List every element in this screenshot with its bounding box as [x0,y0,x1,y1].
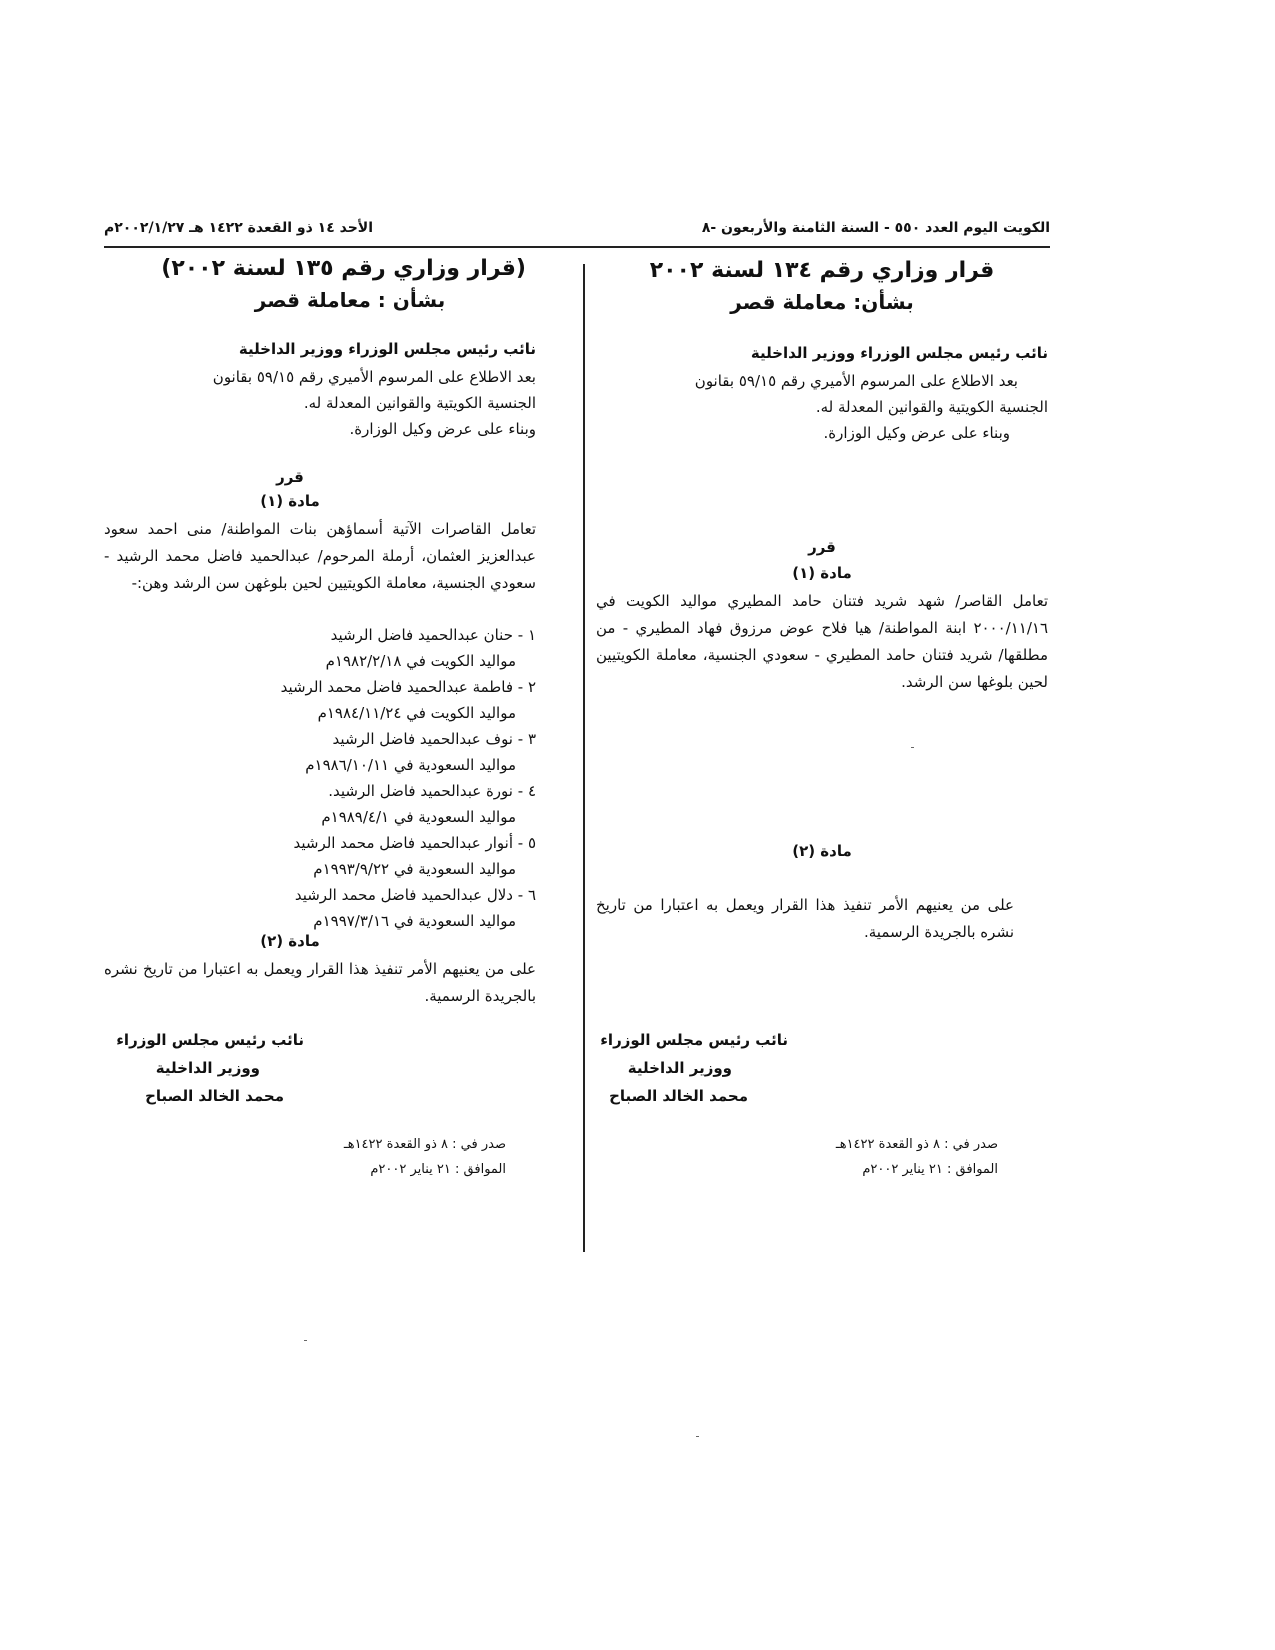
decree-135-item-6-birth: مواليد السعودية في ١٩٩٧/٣/١٦م [313,912,516,930]
decree-135-item-3-name: ٣ - نوف عبدالحميد فاضل الرشيد [332,730,536,748]
decree-135-issued-date: صدر في : ٨ ذو القعدة ١٤٢٢هـ [343,1137,506,1152]
decree-134-column [596,258,1048,1252]
decree-135-article-2-heading: مادة (٢) [260,932,320,950]
decree-134-article-2-text: على من يعنيهم الأمر تنفيذ هذا القرار ويعمل به اعتبارا من تاريخ نشره بالجريدة الرسمية. [596,896,1014,941]
decree-135-article-2-text: على من يعنيهم الأمر تنفيذ هذا القرار ويعمل به اعتبارا من تاريخ نشره بالجريدة الرسمية. [104,960,536,1005]
decree-135-signature-ministry: ووزير الداخلية [155,1059,260,1077]
decree-134-preamble-1: بعد الاطلاع على المرسوم الأميري رقم ٥٩/١٥ بقانون [694,372,1018,390]
column-divider [583,264,585,1252]
decree-134-article-1-heading: مادة (١) [792,564,852,582]
decree-135-signature-title: نائب رئيس مجلس الوزراء [116,1031,304,1049]
decree-135-issuer: نائب رئيس مجلس الوزراء ووزير الداخلية [238,340,536,358]
decree-135-title: (قرار وزاري رقم ١٣٥ لسنة ٢٠٠٢) [161,256,526,281]
decree-134-issued-date: صدر في : ٨ ذو القعدة ١٤٢٢هـ [835,1137,998,1152]
decree-135-item-4-birth: مواليد السعودية في ١٩٨٩/٤/١م [321,808,516,826]
decree-135-signature-name: محمد الخالد الصباح [145,1087,284,1105]
decree-135-item-4-name: ٤ - نورة عبدالحميد فاضل الرشيد. [328,782,536,800]
decree-135-item-2-birth: مواليد الكويت في ١٩٨٤/١١/٢٤م [317,704,516,722]
decree-134-article-1-text: تعامل القاصر/ شهد شريد فتنان حامد المطيري مواليد الكويت في ٢٠٠٠/١١/١٦ ابنة المواطنة/ هيا فلاح عوض مرزوق فهاد المطيري - من مطلقها/ شريد فتنان حامد المطيري - سعودي الجنسية، معاملة الكويتيين لحين بلوغها سن الرشد. [596,592,1048,691]
decree-135-preamble-3: وبناء على عرض وكيل الوزارة. [349,420,536,438]
decree-135-preamble-2: الجنسية الكويتية والقوانين المعدلة له. [303,394,536,412]
decree-134-title: قرار وزاري رقم ١٣٤ لسنة ٢٠٠٢ [649,258,995,283]
decree-135-preamble-1: بعد الاطلاع على المرسوم الأميري رقم ٥٩/١٥ بقانون [212,368,536,386]
decree-134-decided: قرر [808,538,836,556]
decree-134-article-2-heading: مادة (٢) [792,842,852,860]
decree-134-signature-name: محمد الخالد الصباح [609,1087,748,1105]
decree-135-item-5-birth: مواليد السعودية في ١٩٩٣/٩/٢٢م [313,860,516,878]
decree-135-decided: قرر [276,468,304,486]
decree-134-signature-title: نائب رئيس مجلس الوزراء [600,1031,788,1049]
decree-135-article-1-heading: مادة (١) [260,492,320,510]
decree-135-item-5-name: ٥ - أنوار عبدالحميد فاضل محمد الرشيد [293,834,536,852]
decree-134-issuer: نائب رئيس مجلس الوزراء ووزير الداخلية [750,344,1048,362]
decree-134-subject: بشأن: معاملة قصر [730,290,914,314]
decree-135-item-3-birth: مواليد السعودية في ١٩٨٦/١٠/١١م [305,756,516,774]
decree-135-item-6-name: ٦ - دلال عبدالحميد فاضل محمد الرشيد [294,886,536,904]
decree-134-preamble-3: وبناء على عرض وكيل الوزارة. [823,424,1010,442]
header-issue-info: الكويت اليوم العدد ٥٥٠ - السنة الثامنة والأربعون -٨ [701,220,1050,236]
decree-135-subject: بشأن : معاملة قصر [254,288,446,312]
decree-135-item-1-name: ١ - حنان عبدالحميد فاضل الرشيد [330,626,536,644]
page-header [104,220,1050,248]
decree-135-column [104,256,536,1252]
scan-speck [304,1340,307,1341]
decree-134-signature-ministry: ووزير الداخلية [627,1059,732,1077]
decree-134-preamble-2: الجنسية الكويتية والقوانين المعدلة له. [815,398,1048,416]
decree-134-corresponding-date: الموافق : ٢١ يناير ٢٠٠٢م [862,1162,998,1177]
decree-135-item-1-birth: مواليد الكويت في ١٩٨٢/٢/١٨م [325,652,516,670]
decree-135-article-1-text: تعامل القاصرات الآتية أسماؤهن بنات المواطنة/ منى احمد سعود عبدالعزيز العثمان، أرملة المرحوم/ عبدالحميد فاضل محمد الرشيد - سعودي الجنسية، معاملة الكويتيين لحين بلوغهن سن الرشد وهن:- [104,520,536,592]
scan-speck [696,1436,699,1437]
scan-speck [911,747,914,748]
decree-135-item-2-name: ٢ - فاطمة عبدالحميد فاضل محمد الرشيد [280,678,536,696]
decree-135-corresponding-date: الموافق : ٢١ يناير ٢٠٠٢م [370,1162,506,1177]
header-date: الأحد ١٤ ذو القعدة ١٤٢٢ هـ ٢٠٠٢/١/٢٧م [104,220,374,236]
